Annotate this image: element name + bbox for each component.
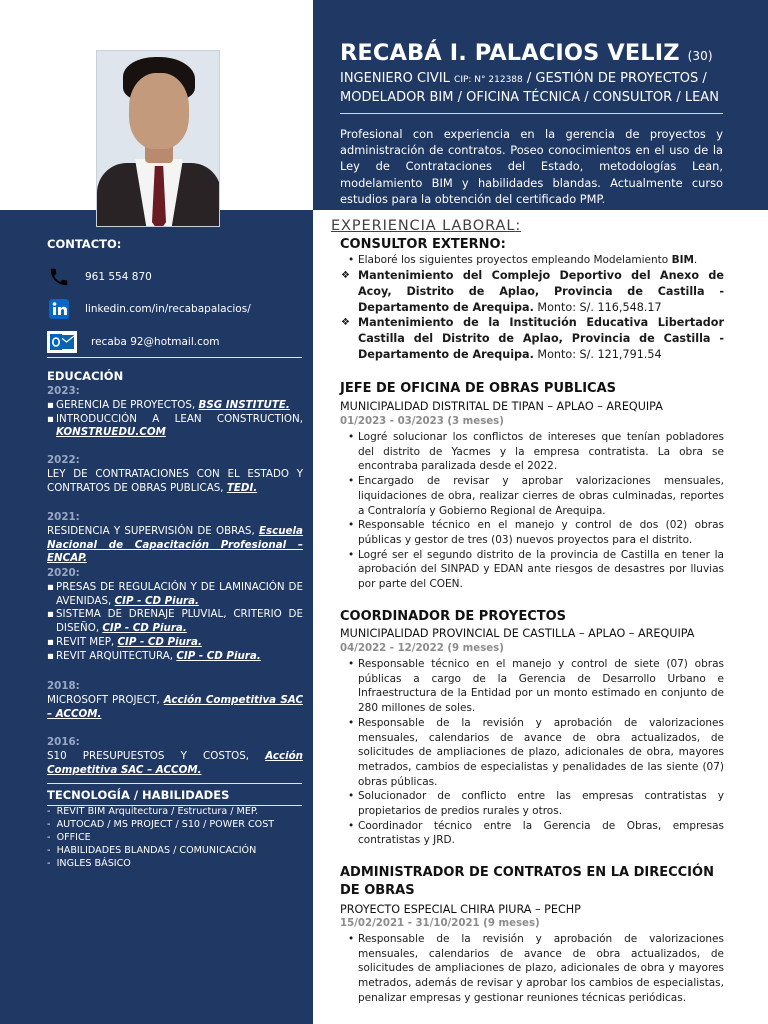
education-item: S10 PRESUPUESTOS Y COSTOS, Acción Competitiva SAC – ACCOM. [47, 749, 303, 776]
education-year: 2021: [47, 511, 80, 523]
linkedin-url[interactable]: linkedin.com/in/recabapalacios/ [85, 303, 251, 315]
job-title: JEFE DE OFICINA DE OBRAS PUBLICAS [340, 381, 617, 396]
institution-link[interactable]: Acción Competitiva SAC – ACCOM. [47, 693, 303, 720]
contact-heading: CONTACTO: [47, 237, 122, 251]
skill-item: - INGLES BÁSICO [47, 857, 303, 870]
roles-line-2: MODELADOR BIM / OFICINA TÉCNICA / CONSULTOR / LEAN [340, 90, 719, 105]
bullet-item: • Responsable técnico en el manejo y control de siete (07) obras públicas a cargo de la Gerencia de Desarrollo Urbano e Infraestructura de la Entidad por un monto estimado en conjunto de 280 millones de soles. [348, 657, 724, 716]
linkedin-icon [47, 297, 71, 321]
education-item: ▪ PRESAS DE REGULACIÓN Y DE LAMINACIÓN DE AVENIDAS, CIP - CD Piura. [47, 581, 303, 609]
education-item: RESIDENCIA Y SUPERVISIÓN DE OBRAS, Escuela Nacional de Capacitación Profesional – ENCAP. [47, 524, 303, 565]
education-year: 2020: [47, 567, 80, 579]
consultor-projects [340, 268, 724, 363]
education-group-2016 [47, 736, 303, 777]
institution-link[interactable]: Escuela Nacional de Capacitación Profesional – ENCAP. [47, 524, 303, 565]
education-item: ▪ REVIT ARQUITECTURA, CIP - CD Piura. [47, 650, 303, 664]
education-year: 2023: [47, 385, 80, 397]
skill-item: - OFFICE [47, 831, 303, 844]
job-bullets [348, 657, 724, 848]
profession-text: INGENIERO CIVIL [340, 71, 450, 86]
education-item: ▪ REVIT MEP, CIP - CD Piura. [47, 636, 303, 650]
profile-summary: Profesional con experiencia en la gerencia de proyectos y administración de contratos. Poseo conocimientos en el uso de la Ley de Contrataciones del Estado, metodologías Lean, modelamiento BIM y habilidades blandas. Actualmente curso estudios para la obtención del certificado PMP. [340, 127, 723, 206]
education-divider [47, 783, 302, 784]
bullet-item: • Encargado de revisar y aprobar valorizaciones mensuales, liquidaciones de obra, realizar cierres de obras culminadas, reportes a Contraloría y Gobierno Regional de Arequipa. [348, 474, 724, 518]
contact-linkedin [47, 297, 251, 321]
age-text: (30) [687, 49, 713, 63]
consultor-title: CONSULTOR EXTERNO: [340, 237, 506, 252]
job-organization: MUNICIPALIDAD PROVINCIAL DE CASTILLA – APLAO – AREQUIPA [340, 627, 695, 640]
skills-list [47, 805, 303, 870]
education-item: ▪ INTRODUCCIÓN A LEAN CONSTRUCTION, KONSTRUEDU.COM [47, 413, 303, 441]
bullet-item: • Coordinador técnico entre la Gerencia de Obras, empresas contratistas y JRD. [348, 819, 724, 848]
institution-link[interactable]: CIP - CD Piura. [117, 635, 202, 648]
contact-phone [47, 265, 152, 289]
contact-divider [47, 357, 302, 358]
education-item: ▪ GERENCIA DE PROYECTOS, BSG INSTITUTE. [47, 399, 303, 413]
consultor-summary [348, 253, 724, 268]
education-group-2020 [47, 567, 303, 664]
institution-link[interactable]: BSG INSTITUTE. [198, 398, 290, 411]
skill-item: - REVIT BIM Arquitectura / Estructura / MEP. [47, 805, 303, 818]
skills-heading: TECNOLOGÍA / HABILIDADES [47, 788, 230, 802]
job-bullets [348, 430, 724, 592]
email-address[interactable]: recaba 92@hotmail.com [91, 336, 220, 348]
experience-heading: EXPERIENCIA LABORAL: [331, 218, 522, 234]
project-item: ❖ Mantenimiento de la Institución Educativa Libertador Castilla del Distrito de Aplao, Provincia de Castilla - Departamento de Arequipa. Monto: S/. 121,791.54 [340, 315, 724, 362]
name-text: RECABÁ I. PALACIOS VELIZ [340, 40, 680, 66]
bullet-item: • Logré solucionar los conflictos de intereses que tenían pobladores del distrito de Yacmes y la empresa contratista. La obra se encontraba paralizada desde el 2022. [348, 430, 724, 474]
education-item: ▪ SISTEMA DE DRENAJE PLUVIAL, CRITERIO DE DISEÑO, CIP - CD Piura. [47, 608, 303, 636]
professional-titles [340, 70, 740, 107]
institution-link[interactable]: CIP - CD Piura. [176, 649, 261, 662]
outlook-icon [47, 330, 77, 354]
institution-link[interactable]: CIP - CD Piura. [114, 594, 199, 607]
profile-photo [96, 50, 220, 227]
bullet-item: • Elaboré los siguientes proyectos empleando Modelamiento BIM. [348, 253, 724, 268]
institution-link[interactable]: KONSTRUEDU.COM [56, 426, 166, 439]
candidate-name [340, 40, 713, 66]
education-group-2023 [47, 385, 303, 440]
bullet-item: • Responsable técnico en el manejo y control de dos (02) obras públicas y gestor de tres (03) nuevos proyectos para el distrito. [348, 518, 724, 547]
skill-item: - AUTOCAD / MS PROJECT / S10 / POWER COST [47, 818, 303, 831]
contact-email [47, 330, 220, 354]
job-dates: 04/2022 - 12/2022 (9 meses) [340, 643, 504, 654]
phone-icon [47, 265, 71, 289]
education-item: LEY DE CONTRATACIONES CON EL ESTADO Y CONTRATOS DE OBRAS PUBLICAS, TEDI. [47, 467, 303, 494]
job-bullets [348, 932, 724, 1006]
job-organization: PROYECTO ESPECIAL CHIRA PIURA – PECHP [340, 903, 581, 916]
education-year: 2018: [47, 680, 80, 692]
header-divider [340, 113, 723, 114]
job-title: ADMINISTRADOR DE CONTRATOS EN LA DIRECCIÓN DE OBRAS [340, 865, 714, 898]
bullet-item: • Responsable de la revisión y aprobación de valorizaciones mensuales, calendarios de avance de obra actualizados, de solicitudes de ampliaciones de plazo, adicionales de obra y mayores metrados, además de revisar y aprobar los cambios de especialistas, penalizar empresas y gestionar reuniones técnicas periódicas. [348, 932, 724, 1006]
education-group-2022 [47, 454, 303, 495]
education-year: 2016: [47, 736, 80, 748]
bullet-item: • Solucionador de conflicto entre las empresas contratistas y propietarios de predios rurales y otros. [348, 789, 724, 818]
job-dates: 01/2023 - 03/2023 (3 meses) [340, 416, 504, 427]
education-group-2018 [47, 680, 303, 721]
job-dates: 15/02/2021 - 31/10/2021 (9 meses) [340, 918, 540, 929]
phone-number[interactable]: 961 554 870 [85, 271, 152, 283]
education-group-2021 [47, 511, 303, 566]
project-item: ❖ Mantenimiento del Complejo Deportivo del Anexo de Acoy, Distrito de Aplao, Provincia de Castilla - Departamento de Arequipa. Monto: S/. 116,548.17 [340, 268, 724, 315]
institution-link[interactable]: CIP - CD Piura. [102, 622, 187, 635]
bullet-item: • Responsable de la revisión y aprobación de valorizaciones mensuales, calendarios de avance de obra actualizados, de solicitudes de ampliaciones de plazo, adicionales de obra, mayores metrados, cambios de especialistas y penalidades de las siente (07) obras públicas. [348, 716, 724, 790]
job-title: COORDINADOR DE PROYECTOS [340, 609, 567, 624]
skill-item: - HABILIDADES BLANDAS / COMUNICACIÓN [47, 844, 303, 857]
institution-link[interactable]: Acción Competitiva SAC – ACCOM. [47, 749, 303, 776]
cip-number: CIP: N° 212388 [454, 75, 523, 85]
education-heading: EDUCACIÓN [47, 369, 124, 383]
education-year: 2022: [47, 454, 80, 466]
bullet-item: • Logré ser el segundo distrito de la provincia de Castilla en tener la aprobación del SINPAD y EDAN ante riesgos de desastres por lluvias por parte del COEN. [348, 548, 724, 592]
job-organization: MUNICIPALIDAD DISTRITAL DE TIPAN – APLAO – AREQUIPA [340, 400, 663, 413]
roles-line-1: / GESTIÓN DE PROYECTOS / [522, 71, 707, 86]
education-item: MICROSOFT PROJECT, Acción Competitiva SAC – ACCOM. [47, 693, 303, 720]
institution-link[interactable]: TEDI. [226, 481, 258, 494]
